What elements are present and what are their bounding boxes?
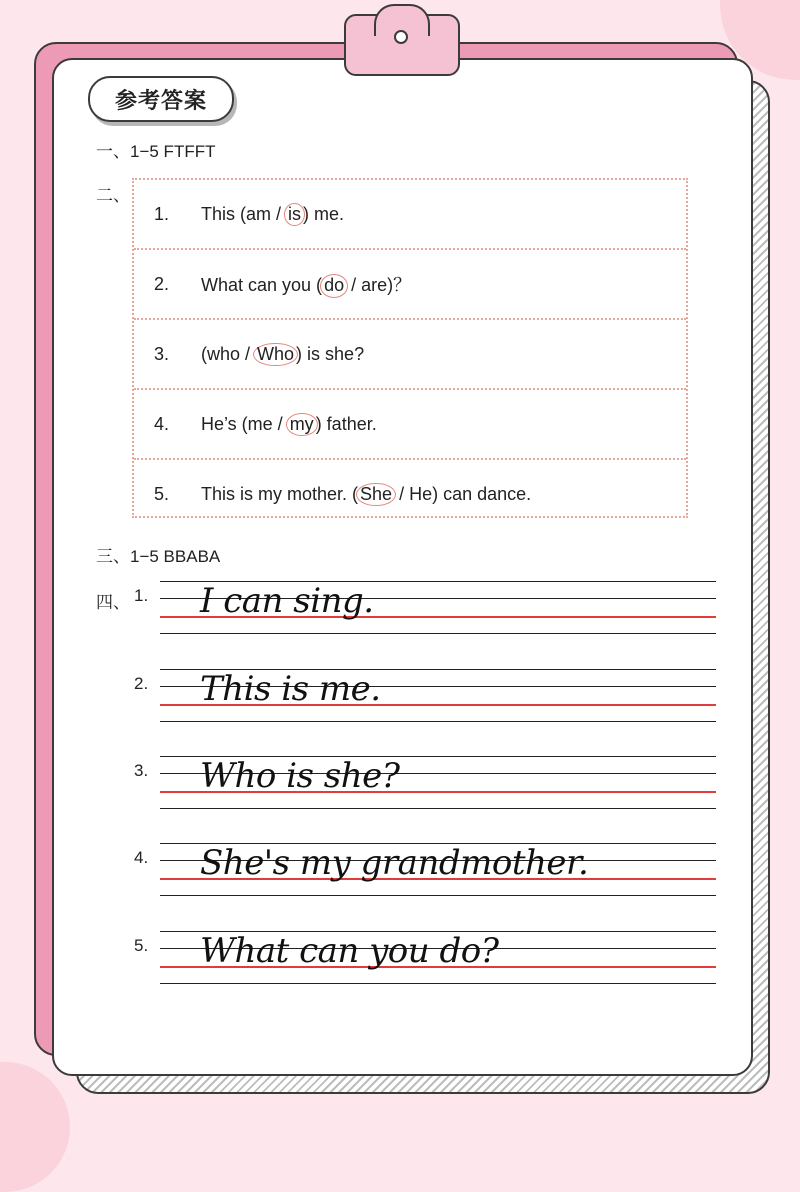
handwriting-lines <box>160 756 716 808</box>
section-1-answer: 一、1−5 FTFFT <box>96 142 216 161</box>
list-item <box>134 458 686 528</box>
item-number: 3. <box>154 343 170 364</box>
handwriting-answer: This is me. <box>200 669 381 709</box>
handwriting-answer: She's my grandmother. <box>200 843 589 883</box>
circled-answer: do <box>320 274 348 298</box>
list-item <box>134 180 686 248</box>
handwriting-lines <box>160 843 716 895</box>
item-number: 1. <box>154 203 170 224</box>
item-number: 4. <box>134 848 149 867</box>
handwriting-answer: What can you do? <box>200 931 499 971</box>
handwriting-answer: I can sing. <box>200 581 374 621</box>
item-sentence: This is my mother. ( She / He) can dance. <box>201 484 531 505</box>
section-4-label: 四、 <box>96 593 130 612</box>
circled-answer: Who <box>253 343 298 367</box>
handwriting-lines <box>160 669 716 721</box>
decor-circle-bottom-left <box>0 1062 70 1192</box>
item-number: 1. <box>134 586 149 605</box>
item-number: 4. <box>154 413 170 434</box>
handwriting-lines <box>160 581 716 633</box>
item-sentence: He’s (me / my ) father. <box>201 414 377 435</box>
page-title: 参考答案 <box>88 76 234 122</box>
handwriting-lines <box>160 931 716 983</box>
item-sentence: What can you ( do / are)？ <box>201 271 411 297</box>
item-number: 2. <box>134 674 149 693</box>
item-sentence: (who / Who ) is she? <box>201 344 364 365</box>
section-2-label: 二、 <box>96 186 130 205</box>
handwriting-answer: Who is she? <box>200 756 400 796</box>
circled-answer: She <box>356 483 396 507</box>
section-2-box <box>132 178 688 518</box>
item-sentence: This (am / is ) me. <box>201 204 344 225</box>
section-3-answer: 三、1−5 BBABA <box>96 547 221 566</box>
circled-answer: is <box>284 203 305 227</box>
list-item <box>134 248 686 318</box>
item-number: 2. <box>154 273 170 294</box>
item-number: 5. <box>154 483 170 504</box>
item-number: 3. <box>134 761 149 780</box>
clip-hole <box>394 30 408 44</box>
item-number: 5. <box>134 936 149 955</box>
list-item <box>134 388 686 458</box>
list-item <box>134 318 686 388</box>
circled-answer: my <box>286 413 318 437</box>
